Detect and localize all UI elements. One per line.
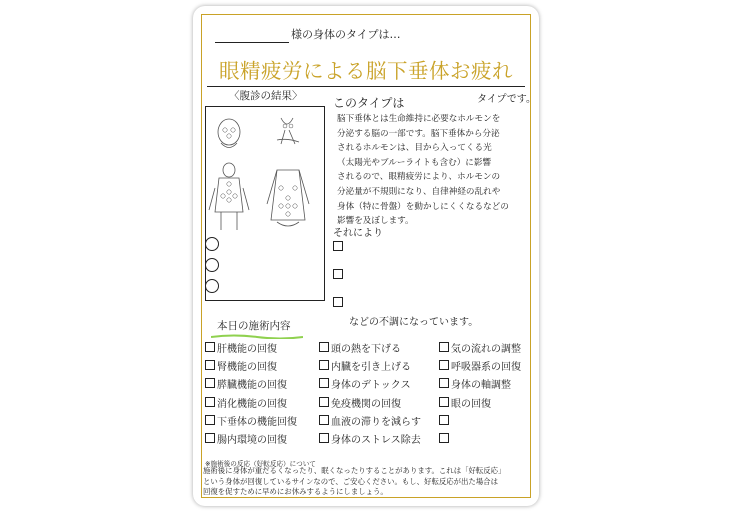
treatment-checkbox[interactable] — [319, 397, 329, 407]
treatment-item-label: 腸内環境の回復 — [217, 435, 287, 446]
treatment-checkbox[interactable] — [439, 378, 449, 388]
body-type-title: 眼精疲労による脳下垂体お疲れ — [219, 59, 513, 83]
front-torso-figure — [271, 170, 305, 220]
treatment-item-label: 身体のデトックス — [331, 380, 411, 392]
symptom-checkbox-3[interactable] — [333, 297, 343, 307]
treatment-item-label: 免疫機関の回復 — [331, 398, 401, 410]
treatment-checkbox[interactable] — [439, 415, 449, 425]
body-diagram — [207, 112, 323, 232]
treatment-item-label: 下垂体の機能回復 — [217, 416, 297, 428]
head-front-figure — [218, 119, 240, 145]
treatment-checkbox[interactable] — [205, 342, 215, 352]
treatment-checkbox[interactable] — [205, 360, 215, 370]
treatment-title-underline — [211, 334, 303, 339]
diagnosis-circle-2[interactable] — [205, 258, 219, 272]
treatment-checkbox[interactable] — [205, 433, 215, 443]
type-description: 脳下垂体とは生命維持に必要なホルモンを 分泌する脳の一部です。脳下垂体から分泌 されるホルモンは、目から入ってくる光 （太陽光やブルーライトも含む）に影響 されるので、眼精疲労により、ホルモンの 分泌量が不規則になり、自律神経の乱れや 身体（特に骨盤）を動かしにくくなるなどの 影響を及ぼします。 — [337, 114, 509, 227]
treatment-item-label: 内臓を引き上げる — [331, 362, 411, 374]
treatment-checkbox[interactable] — [439, 360, 449, 370]
back-figure — [223, 163, 235, 177]
treatment-item-label: 身体の軸調整 — [451, 380, 511, 392]
treatment-checkbox[interactable] — [439, 397, 449, 407]
name-suffix: 様の身体のタイプは… — [291, 28, 401, 41]
symptom-checkbox-1[interactable] — [333, 241, 343, 251]
treatment-item-label: 血液の滞りを減らす — [331, 416, 421, 428]
diagnosis-circle-1[interactable] — [205, 237, 219, 251]
treatment-checkbox[interactable] — [319, 342, 329, 352]
symptom-checkbox-2[interactable] — [333, 269, 343, 279]
treatment-item-label: 頭の熱を下げる — [331, 344, 401, 355]
diagnosis-title: 〈腹診の結果〉 — [229, 90, 303, 102]
treatment-checkbox[interactable] — [205, 415, 215, 425]
treatment-checkbox[interactable] — [205, 397, 215, 407]
treatment-checkbox[interactable] — [439, 342, 449, 352]
customer-name-line — [215, 42, 289, 43]
treatment-checkbox[interactable] — [205, 378, 215, 388]
treatment-checkbox[interactable] — [319, 433, 329, 443]
treatment-item-label: 消化機能の回復 — [217, 398, 287, 410]
symptom-end-text: などの不調になっています。 — [349, 317, 479, 328]
treatment-checkbox[interactable] — [319, 415, 329, 425]
clinic-result-card — [193, 6, 539, 506]
treatment-item-label: 膵臓機能の回復 — [217, 380, 287, 392]
treatment-item-label: 腎機能の回復 — [217, 362, 277, 374]
treatment-item-label: 気の流れの調整 — [451, 344, 521, 355]
cause-label: それにより — [333, 228, 383, 239]
treatment-item-label: 肝機能の回復 — [217, 344, 277, 355]
treatment-title: 本日の施術内容 — [217, 320, 291, 332]
type-heading: このタイプは — [333, 96, 405, 110]
treatment-checkbox[interactable] — [319, 378, 329, 388]
diagnosis-circle-3[interactable] — [205, 279, 219, 293]
treatment-item-label: 身体のストレス除去 — [331, 435, 421, 446]
neck-figure — [277, 118, 299, 144]
treatment-item-label: 呼吸器系の回復 — [451, 362, 521, 374]
treatment-checkbox[interactable] — [439, 433, 449, 443]
treatment-item-label: 眼の回復 — [451, 398, 491, 410]
note-heading: ※施術後の反応（好転反応）について — [205, 460, 316, 468]
type-tail: タイプです。 — [477, 94, 536, 105]
title-underline — [207, 86, 525, 87]
treatment-checkbox[interactable] — [319, 360, 329, 370]
note-body: 施術後に身体が重だるくなったり、眠くなったりすることがあります。これは「好転反応」 という身体が回復しているサインなので、ご安心ください。もし、好転反応が出た場合は 回復を促すために早めにお休みするようにしましょう。 — [203, 466, 506, 497]
